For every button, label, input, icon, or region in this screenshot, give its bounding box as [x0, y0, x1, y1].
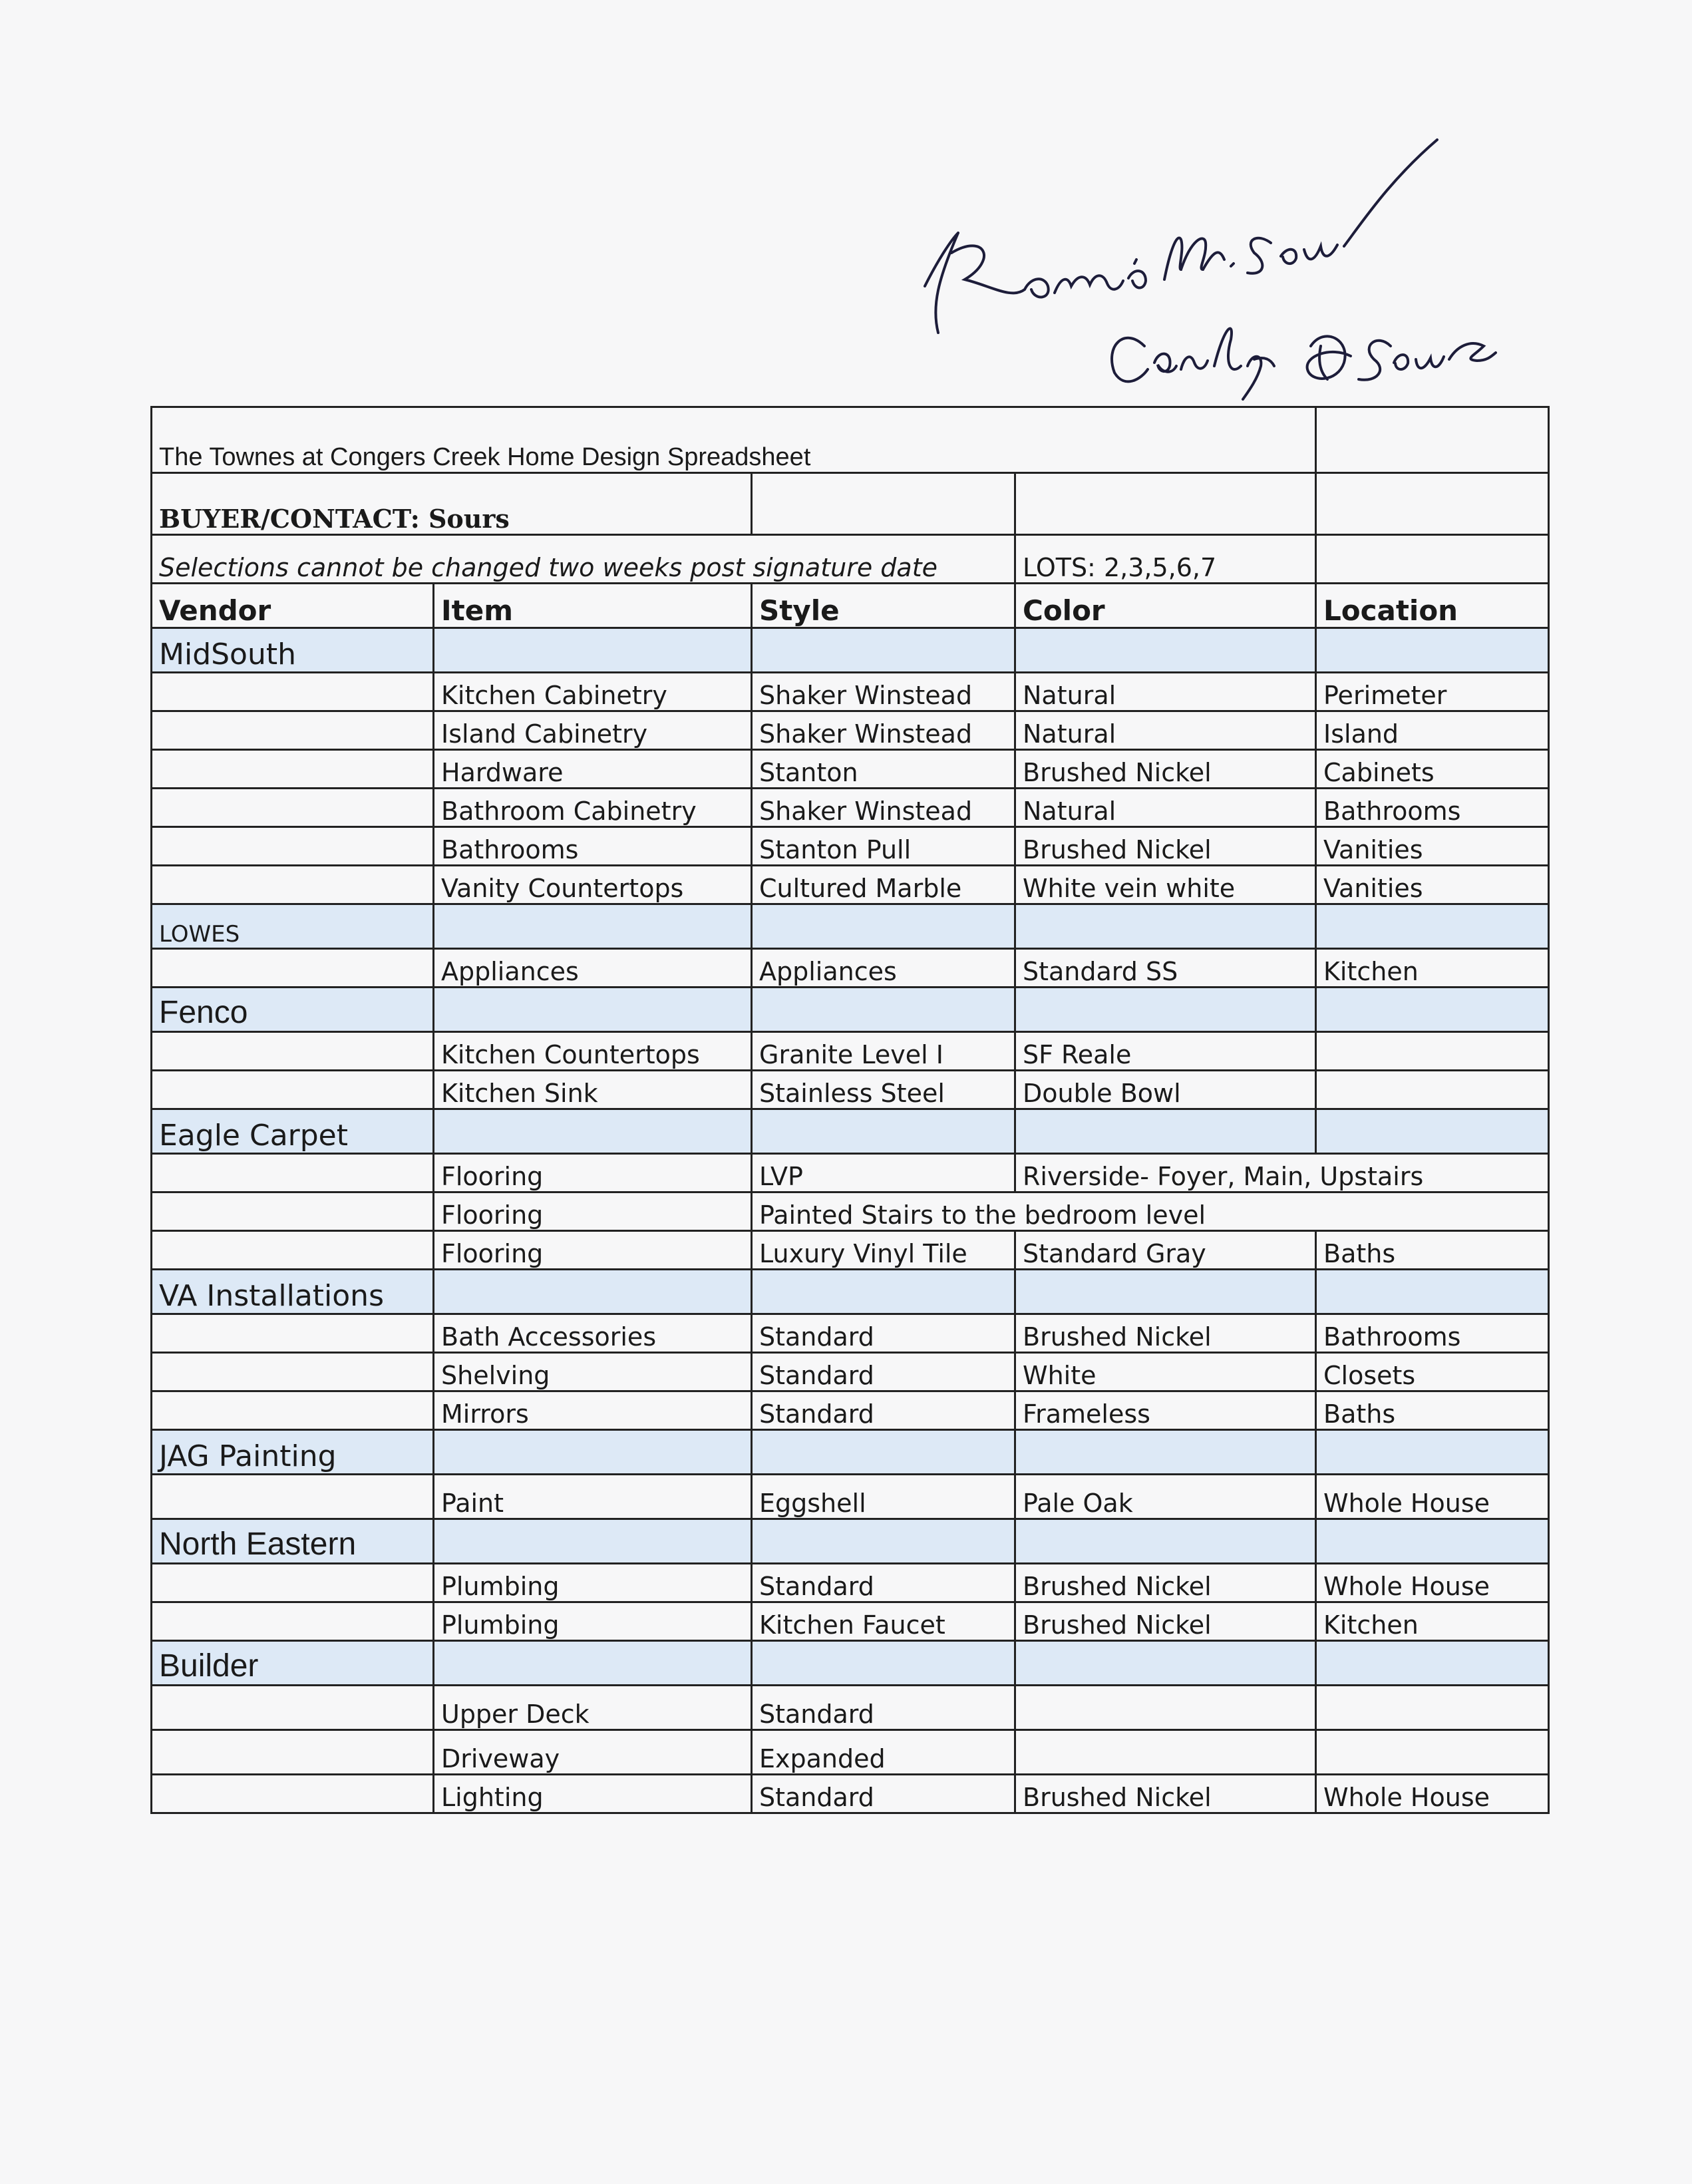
- cell-color: Frameless: [1015, 1391, 1316, 1430]
- cell-location: [1316, 1686, 1549, 1730]
- vendor-row-builder: [152, 1641, 1549, 1686]
- cell-location: Whole House: [1316, 1564, 1549, 1602]
- header-item: Item: [434, 584, 752, 628]
- vendor-name: LOWES: [152, 904, 434, 949]
- cell-color: Brushed Nickel: [1015, 750, 1316, 789]
- cell-color: Double Bowl: [1015, 1071, 1316, 1109]
- cell-style: Appliances: [752, 949, 1015, 988]
- cell-color: Natural: [1015, 789, 1316, 827]
- cell-style: Standard: [752, 1391, 1015, 1430]
- table-row: [152, 1391, 1549, 1430]
- cell-style: Painted Stairs to the bedroom level: [752, 1192, 1549, 1231]
- vendor-row-jag-painting: [152, 1430, 1549, 1475]
- cell-item: Lighting: [434, 1775, 752, 1813]
- handwritten-signatures: [912, 126, 1497, 406]
- cell-color: Brushed Nickel: [1015, 1775, 1316, 1813]
- cell-style: Stainless Steel: [752, 1071, 1015, 1109]
- table-row: [152, 1071, 1549, 1109]
- cell-style: Shaker Winstead: [752, 673, 1015, 711]
- table-row: [152, 1032, 1549, 1071]
- cell-color: Natural: [1015, 673, 1316, 711]
- buyer-contact: BUYER/CONTACT: Sours: [152, 473, 752, 535]
- vendor-name: Fenco: [152, 988, 434, 1032]
- table-row: [152, 1231, 1549, 1270]
- cell-style: Cultured Marble: [752, 866, 1015, 904]
- cell-item: Driveway: [434, 1730, 752, 1775]
- cell-item: Kitchen Sink: [434, 1071, 752, 1109]
- sheet-title: The Townes at Congers Creek Home Design Spreadsheet: [152, 407, 1316, 473]
- cell-style: Expanded: [752, 1730, 1015, 1775]
- column-headers: [152, 584, 1549, 628]
- lots-label: LOTS: 2,3,5,6,7: [1015, 535, 1316, 584]
- table-row: [152, 1602, 1549, 1641]
- cell-item: Kitchen Countertops: [434, 1032, 752, 1071]
- vendor-name: VA Installations: [152, 1270, 434, 1314]
- cell-location: [1316, 1730, 1549, 1775]
- cell-location: [1316, 1071, 1549, 1109]
- cell-location: Vanities: [1316, 866, 1549, 904]
- header-style: Style: [752, 584, 1015, 628]
- vendor-row-lowes: [152, 904, 1549, 949]
- cell-style: Eggshell: [752, 1475, 1015, 1519]
- cell-location: Bathrooms: [1316, 789, 1549, 827]
- table-row: [152, 949, 1549, 988]
- vendor-row-eagle-carpet: [152, 1109, 1549, 1154]
- design-spreadsheet: [150, 406, 1550, 1814]
- table-row: [152, 1564, 1549, 1602]
- header-color: Color: [1015, 584, 1316, 628]
- cell-item: Upper Deck: [434, 1686, 752, 1730]
- cell-location: Whole House: [1316, 1475, 1549, 1519]
- cell-item: Bathrooms: [434, 827, 752, 866]
- cell-item: Paint: [434, 1475, 752, 1519]
- table-row: [152, 1314, 1549, 1353]
- cell-color: Brushed Nickel: [1015, 1602, 1316, 1641]
- cell-location: Whole House: [1316, 1775, 1549, 1813]
- table-row: [152, 1775, 1549, 1813]
- cell-location: Perimeter: [1316, 673, 1549, 711]
- cell-style: Stanton: [752, 750, 1015, 789]
- table-row: [152, 750, 1549, 789]
- cell-item: Island Cabinetry: [434, 711, 752, 750]
- cell-item: Shelving: [434, 1353, 752, 1391]
- cell-item: Bath Accessories: [434, 1314, 752, 1353]
- cell-style: Shaker Winstead: [752, 789, 1015, 827]
- cell-style: Standard: [752, 1314, 1015, 1353]
- cell-color: Brushed Nickel: [1015, 1314, 1316, 1353]
- cell-style: Standard: [752, 1775, 1015, 1813]
- header-location: Location: [1316, 584, 1549, 628]
- table-row: [152, 866, 1549, 904]
- cell-color: White: [1015, 1353, 1316, 1391]
- header-vendor: Vendor: [152, 584, 434, 628]
- cell-location: Island: [1316, 711, 1549, 750]
- vendor-row-midsouth: [152, 628, 1549, 673]
- cell-item: Flooring: [434, 1231, 752, 1270]
- cell-location: Baths: [1316, 1231, 1549, 1270]
- cell-location: Cabinets: [1316, 750, 1549, 789]
- cell-style: Stanton Pull: [752, 827, 1015, 866]
- cell-item: Plumbing: [434, 1602, 752, 1641]
- table-row: [152, 1475, 1549, 1519]
- vendor-row-fenco: [152, 988, 1549, 1032]
- cell-color: Natural: [1015, 711, 1316, 750]
- vendor-name: MidSouth: [152, 628, 434, 673]
- cell-color: [1015, 1686, 1316, 1730]
- vendor-name: Builder: [152, 1641, 434, 1686]
- cell-color: Standard Gray: [1015, 1231, 1316, 1270]
- table-row: [152, 673, 1549, 711]
- vendor-name: JAG Painting: [152, 1430, 434, 1475]
- cell-item: Flooring: [434, 1154, 752, 1192]
- cell-color: Brushed Nickel: [1015, 1564, 1316, 1602]
- table-row: [152, 1353, 1549, 1391]
- cell-color: White vein white: [1015, 866, 1316, 904]
- cell-item: Plumbing: [434, 1564, 752, 1602]
- cell-location: Baths: [1316, 1391, 1549, 1430]
- table-row: [152, 1192, 1549, 1231]
- cell-style: Standard: [752, 1564, 1015, 1602]
- table-row: [152, 711, 1549, 750]
- vendor-name: North Eastern: [152, 1519, 434, 1564]
- cell-style: Granite Level I: [752, 1032, 1015, 1071]
- cell-color: [1015, 1730, 1316, 1775]
- cell-style: Standard: [752, 1353, 1015, 1391]
- cell-item: Flooring: [434, 1192, 752, 1231]
- cell-style: LVP: [752, 1154, 1015, 1192]
- vendor-row-va-installations: [152, 1270, 1549, 1314]
- cell-location: Kitchen: [1316, 1602, 1549, 1641]
- cell-item: Vanity Countertops: [434, 866, 752, 904]
- table-row: [152, 789, 1549, 827]
- vendor-row-north-eastern: [152, 1519, 1549, 1564]
- table-row: [152, 1730, 1549, 1775]
- cell-location: [1316, 1032, 1549, 1071]
- cell-location: Bathrooms: [1316, 1314, 1549, 1353]
- cell-item: Appliances: [434, 949, 752, 988]
- selection-note: Selections cannot be changed two weeks post signature date: [152, 535, 1015, 584]
- cell-style: Shaker Winstead: [752, 711, 1015, 750]
- cell-item: Hardware: [434, 750, 752, 789]
- table-row: [152, 1154, 1549, 1192]
- cell-location: Vanities: [1316, 827, 1549, 866]
- cell-style: Standard: [752, 1686, 1015, 1730]
- cell-location: Closets: [1316, 1353, 1549, 1391]
- cell-item: Bathroom Cabinetry: [434, 789, 752, 827]
- cell-style: Kitchen Faucet: [752, 1602, 1015, 1641]
- cell-color: Pale Oak: [1015, 1475, 1316, 1519]
- cell-item: Kitchen Cabinetry: [434, 673, 752, 711]
- table-row: [152, 1686, 1549, 1730]
- vendor-name: Eagle Carpet: [152, 1109, 434, 1154]
- table-row: [152, 827, 1549, 866]
- cell-location: Kitchen: [1316, 949, 1549, 988]
- cell-color: Standard SS: [1015, 949, 1316, 988]
- cell-style: Luxury Vinyl Tile: [752, 1231, 1015, 1270]
- cell-color: SF Reale: [1015, 1032, 1316, 1071]
- cell-color: Riverside- Foyer, Main, Upstairs: [1015, 1154, 1549, 1192]
- cell-item: Mirrors: [434, 1391, 752, 1430]
- cell-color: Brushed Nickel: [1015, 827, 1316, 866]
